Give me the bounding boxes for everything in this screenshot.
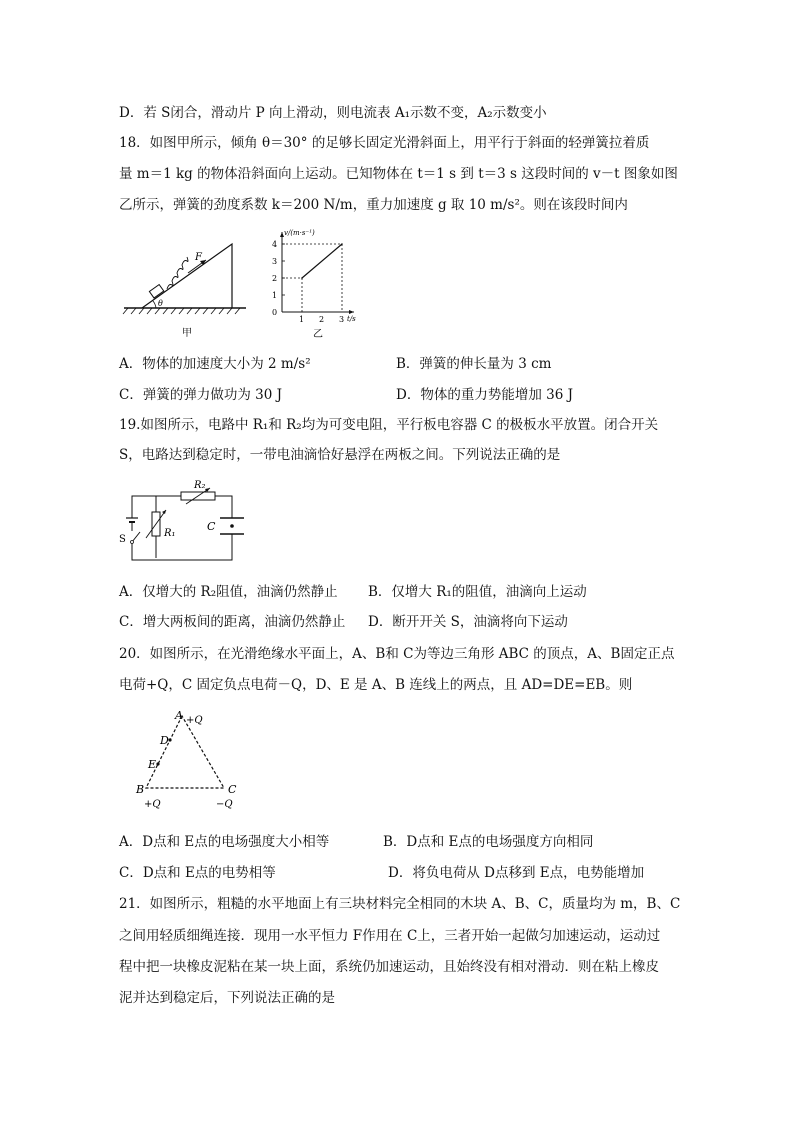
r1-label: R₁ <box>164 528 176 539</box>
vertex-a-label: A <box>175 709 183 722</box>
force-label: F <box>195 252 202 263</box>
y-tick-label: 2 <box>272 274 278 283</box>
q20-option-a: A．D点和 E点的电场强度大小相等 <box>119 834 330 850</box>
y-axis-label: v/(m·s⁻¹) <box>284 229 315 237</box>
q18-option-c: C．弹簧的弹力做功为 30 J <box>119 387 283 403</box>
y-tick-label: 0 <box>272 308 278 317</box>
vertex-b-charge: +Q <box>144 799 161 810</box>
x-tick-label: 1 <box>299 315 305 324</box>
point-e-label: E <box>148 758 157 771</box>
vt-series-line <box>302 244 342 278</box>
q17-option-d: D．若 S闭合，滑动片 P 向上滑动，则电流表 A₁示数不变，A₂示数变小 <box>119 105 547 121</box>
x-axis-label: t/s <box>347 315 356 323</box>
vertex-c-charge: −Q <box>216 799 233 810</box>
q19-option-d: D．断开开关 S，油滴将向下运动 <box>368 614 568 630</box>
switch-label: S <box>119 534 126 545</box>
vertex-b-label: B <box>136 783 145 796</box>
q21-stem-line4: 泥并达到稳定后，下列说法正确的是 <box>119 990 335 1006</box>
q20-stem-line1: 20．如图所示，在光滑绝缘水平面上，A、B和 C为等边三角形 ABC 的顶点，A、B固定正点 <box>119 646 675 662</box>
circuit-figure <box>116 476 252 570</box>
q21-stem-line1: 21．如图所示，粗糙的水平地面上有三块材料完全相同的木块 A、B、C，质量均为 m，B、C <box>119 896 681 912</box>
vt-graph <box>266 226 366 342</box>
y-tick-label: 3 <box>272 257 278 266</box>
incline-spring-figure <box>120 240 250 340</box>
q18-option-d: D．物体的重力势能增加 36 J <box>396 387 573 403</box>
vt-point <box>341 243 343 245</box>
q19-option-b: B．仅增大 R₁的阻值，油滴向上运动 <box>368 584 587 600</box>
incline-caption: 甲 <box>182 328 192 339</box>
q20-option-d: D．将负电荷从 D点移到 E点，电势能增加 <box>388 865 645 881</box>
q21-stem-line3: 程中把一块橡皮泥粘在某一块上面，系统仍加速运动，且始终没有相对滑动．则在粘上橡皮 <box>119 959 659 975</box>
q19-option-a: A．仅增大的 R₂阻值，油滴仍然静止 <box>119 584 338 600</box>
vt-point <box>301 277 303 279</box>
q18-option-b: B．弹簧的伸长量为 3 cm <box>396 356 552 372</box>
vertex-a-charge: +Q <box>186 715 203 726</box>
q21-stem-line2: 之间用轻质细绳连接．现用一水平恒力 F作用在 C上，三者开始一起做匀加速运动，运动过 <box>119 928 661 944</box>
capacitor-label: C <box>207 520 216 533</box>
q18-option-a: A．物体的加速度大小为 2 m/s² <box>119 356 311 372</box>
q18-stem-line1: 18．如图甲所示，倾角 θ＝30° 的足够长固定光滑斜面上，用平行于斜面的轻弹簧拉着质 <box>119 135 650 151</box>
vertex-c-label: C <box>228 783 237 796</box>
y-tick-label: 1 <box>272 291 278 300</box>
x-tick-label: 2 <box>319 315 325 324</box>
q18-stem-line2: 量 m＝1 kg 的物体沿斜面向上运动。已知物体在 t＝1 s 到 t＝3 s 这段时间的 v－t 图象如图 <box>119 166 678 182</box>
graph-caption: 乙 <box>313 329 323 340</box>
r2-label: R₂ <box>194 480 206 491</box>
angle-label: θ <box>158 299 163 308</box>
x-tick-label: 3 <box>339 315 345 324</box>
q20-stem-line2: 电荷+Q，C 固定负点电荷－Q，D、E 是 A、B 连线上的两点，且 AD=DE=EB。则 <box>119 677 633 693</box>
q18-stem-line3: 乙所示，弹簧的劲度系数 k＝200 N/m，重力加速度 g 取 10 m/s²。则在该段时间内 <box>119 197 628 213</box>
q20-option-c: C．D点和 E点的电势相等 <box>119 865 276 881</box>
q19-option-c: C．增大两板间的距离，油滴仍然静止 <box>119 614 346 630</box>
q20-option-b: B．D点和 E点的电场强度方向相同 <box>383 834 594 850</box>
triangle-charges-figure <box>130 706 248 812</box>
y-tick-label: 4 <box>272 240 278 249</box>
point-d-label: D <box>160 734 169 747</box>
q19-stem-line2: S，电路达到稳定时，一带电油滴恰好悬浮在两板之间。下列说法正确的是 <box>119 447 561 463</box>
q19-stem-line1: 19.如图所示，电路中 R₁和 R₂均为可变电阻，平行板电容器 C 的极板水平放置。闭合开关 <box>119 417 659 433</box>
